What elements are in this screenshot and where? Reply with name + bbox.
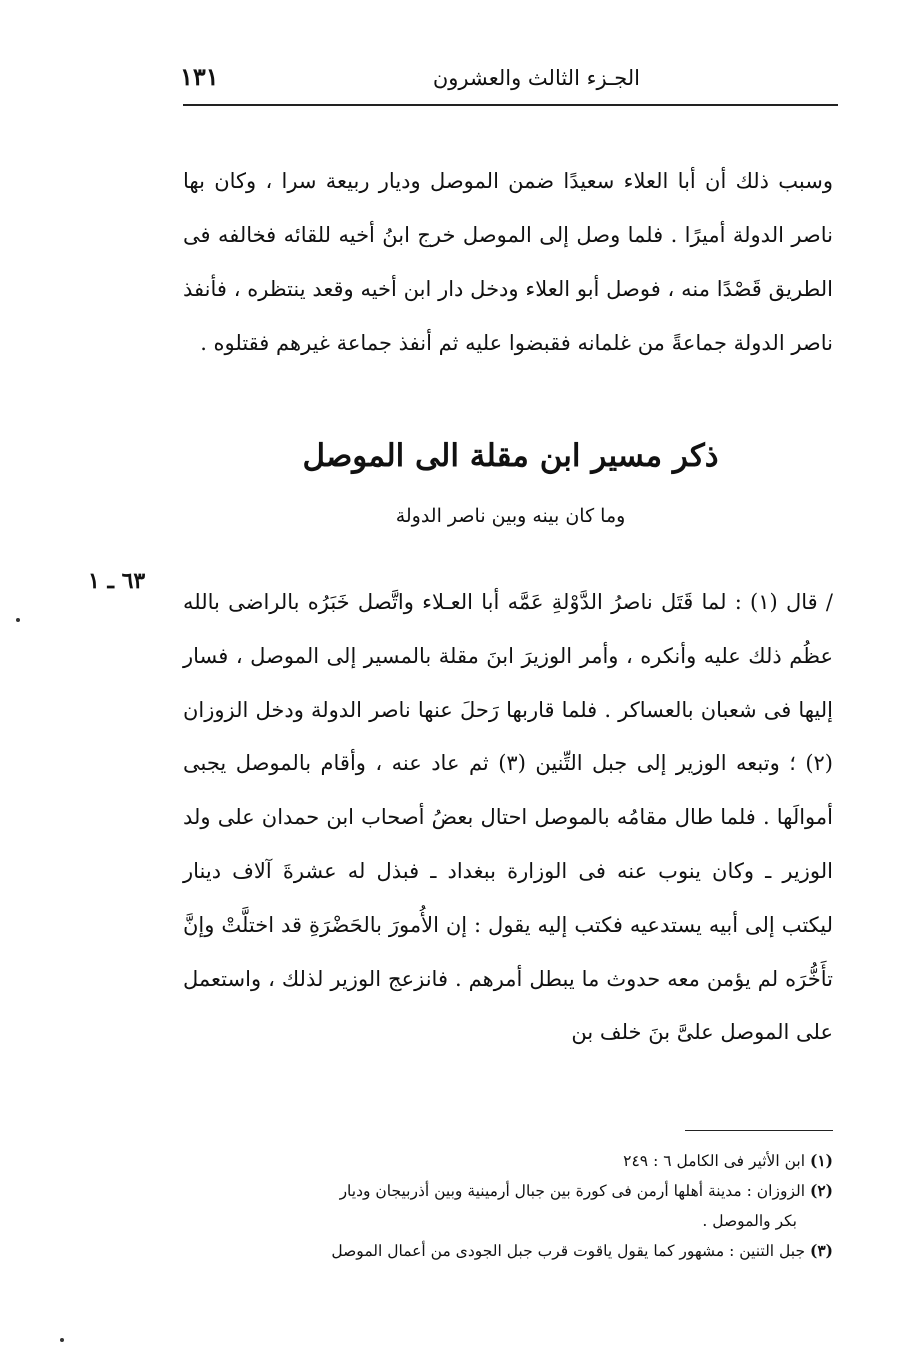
scan-speck: [16, 618, 20, 622]
paragraph-top: وسبب ذلك أن أبا العلاء سعيدًا ضمن الموصل وديار ربيعة سرا ، وكان بها ناصر الدولة أميرًا . فلما وصل إلى الموصل خرج ابنُ أخيه للقائه فخالفه فى الطريق قَصْدًا منه ، فوصل أبو العلاء ودخل دار ابن أخيه وقعد ينتظره ، فأنفذ ناصر الدولة جماعةً من غلمانه فقبضوا عليه ثم أنفذ جماعة غيرهم فقتلوه .: [183, 169, 833, 355]
footnote-number: (١): [809, 1151, 833, 1170]
footnote-2-continuation: بكر والموصل .: [702, 1212, 797, 1230]
section-title: ذكر مسير ابن مقلة الى الموصل: [302, 438, 719, 474]
footnote-number: (٣): [809, 1241, 833, 1260]
section-subtitle: وما كان بينه وبين ناصر الدولة: [395, 505, 626, 527]
page-header: [180, 60, 840, 100]
running-header-title: الجـزء الثالث والعشرون: [432, 66, 640, 90]
footnote-2: [183, 1176, 833, 1206]
paragraph-main: / قال (١) : لما قَتَل ناصرُ الدَّوْلةِ عَمَّه أبا العـلاء واتَّصل خَبَرُه بالراضى بالله عظُم ذلك عليه وأنكره ، وأمر الوزيرَ ابنَ مقلة بالمسير إلى الموصل ، فسار إليها فى شعبان بالعساكر . فلما قاربها رَحلَ عنها ناصر الدولة ودخل الزوزان (٢) ؛ وتبعه الوزير إلى جبل التِّنين (٣) ثم عاد عنه ، وأقام بالموصل يجبى أموالَها . فلما طال مقامُه بالموصل احتال بعضُ أصحاب ابن حمدان على ولد الوزير ـ وكان ينوب عنه فى الوزارة ببغداد ـ فبذل له عشرةَ آلاف دينار ليكتب إلى أبيه يستدعيه فكتب إليه يقول : إن الأُمورَ بالحَضْرَةِ قد اختلَّتْ وإنَّ تأَخُّرَه لم يؤمن معه حدوث ما يبطل أمرهم . فانزعج الوزير لذلك ، واستعمل على الموصل علىَّ بنَ خلف بن: [183, 590, 833, 1045]
footnote-3: [183, 1236, 833, 1266]
margin-reference: ٦٣ ـ ١: [88, 568, 146, 594]
page-number: ١٣١: [180, 62, 219, 91]
footnote-number: (٢): [809, 1181, 833, 1200]
footnote-rule: [685, 1130, 833, 1131]
footnote-1: [183, 1146, 833, 1176]
footnote-text: الزوزان : مدينة أهلها أرمن فى كورة بين جبال أرمينية وبين أذربيجان وديار: [339, 1182, 806, 1200]
footnote-text: ابن الأثير فى الكامل ٦ : ٢٤٩: [623, 1152, 806, 1170]
scan-speck: [60, 1338, 64, 1342]
footnote-text: جبل التنين : مشهور كما يقول ياقوت قرب جبل الجودى من أعمال الموصل: [331, 1242, 806, 1260]
footnotes: [183, 1146, 833, 1266]
header-rule: [183, 104, 838, 106]
